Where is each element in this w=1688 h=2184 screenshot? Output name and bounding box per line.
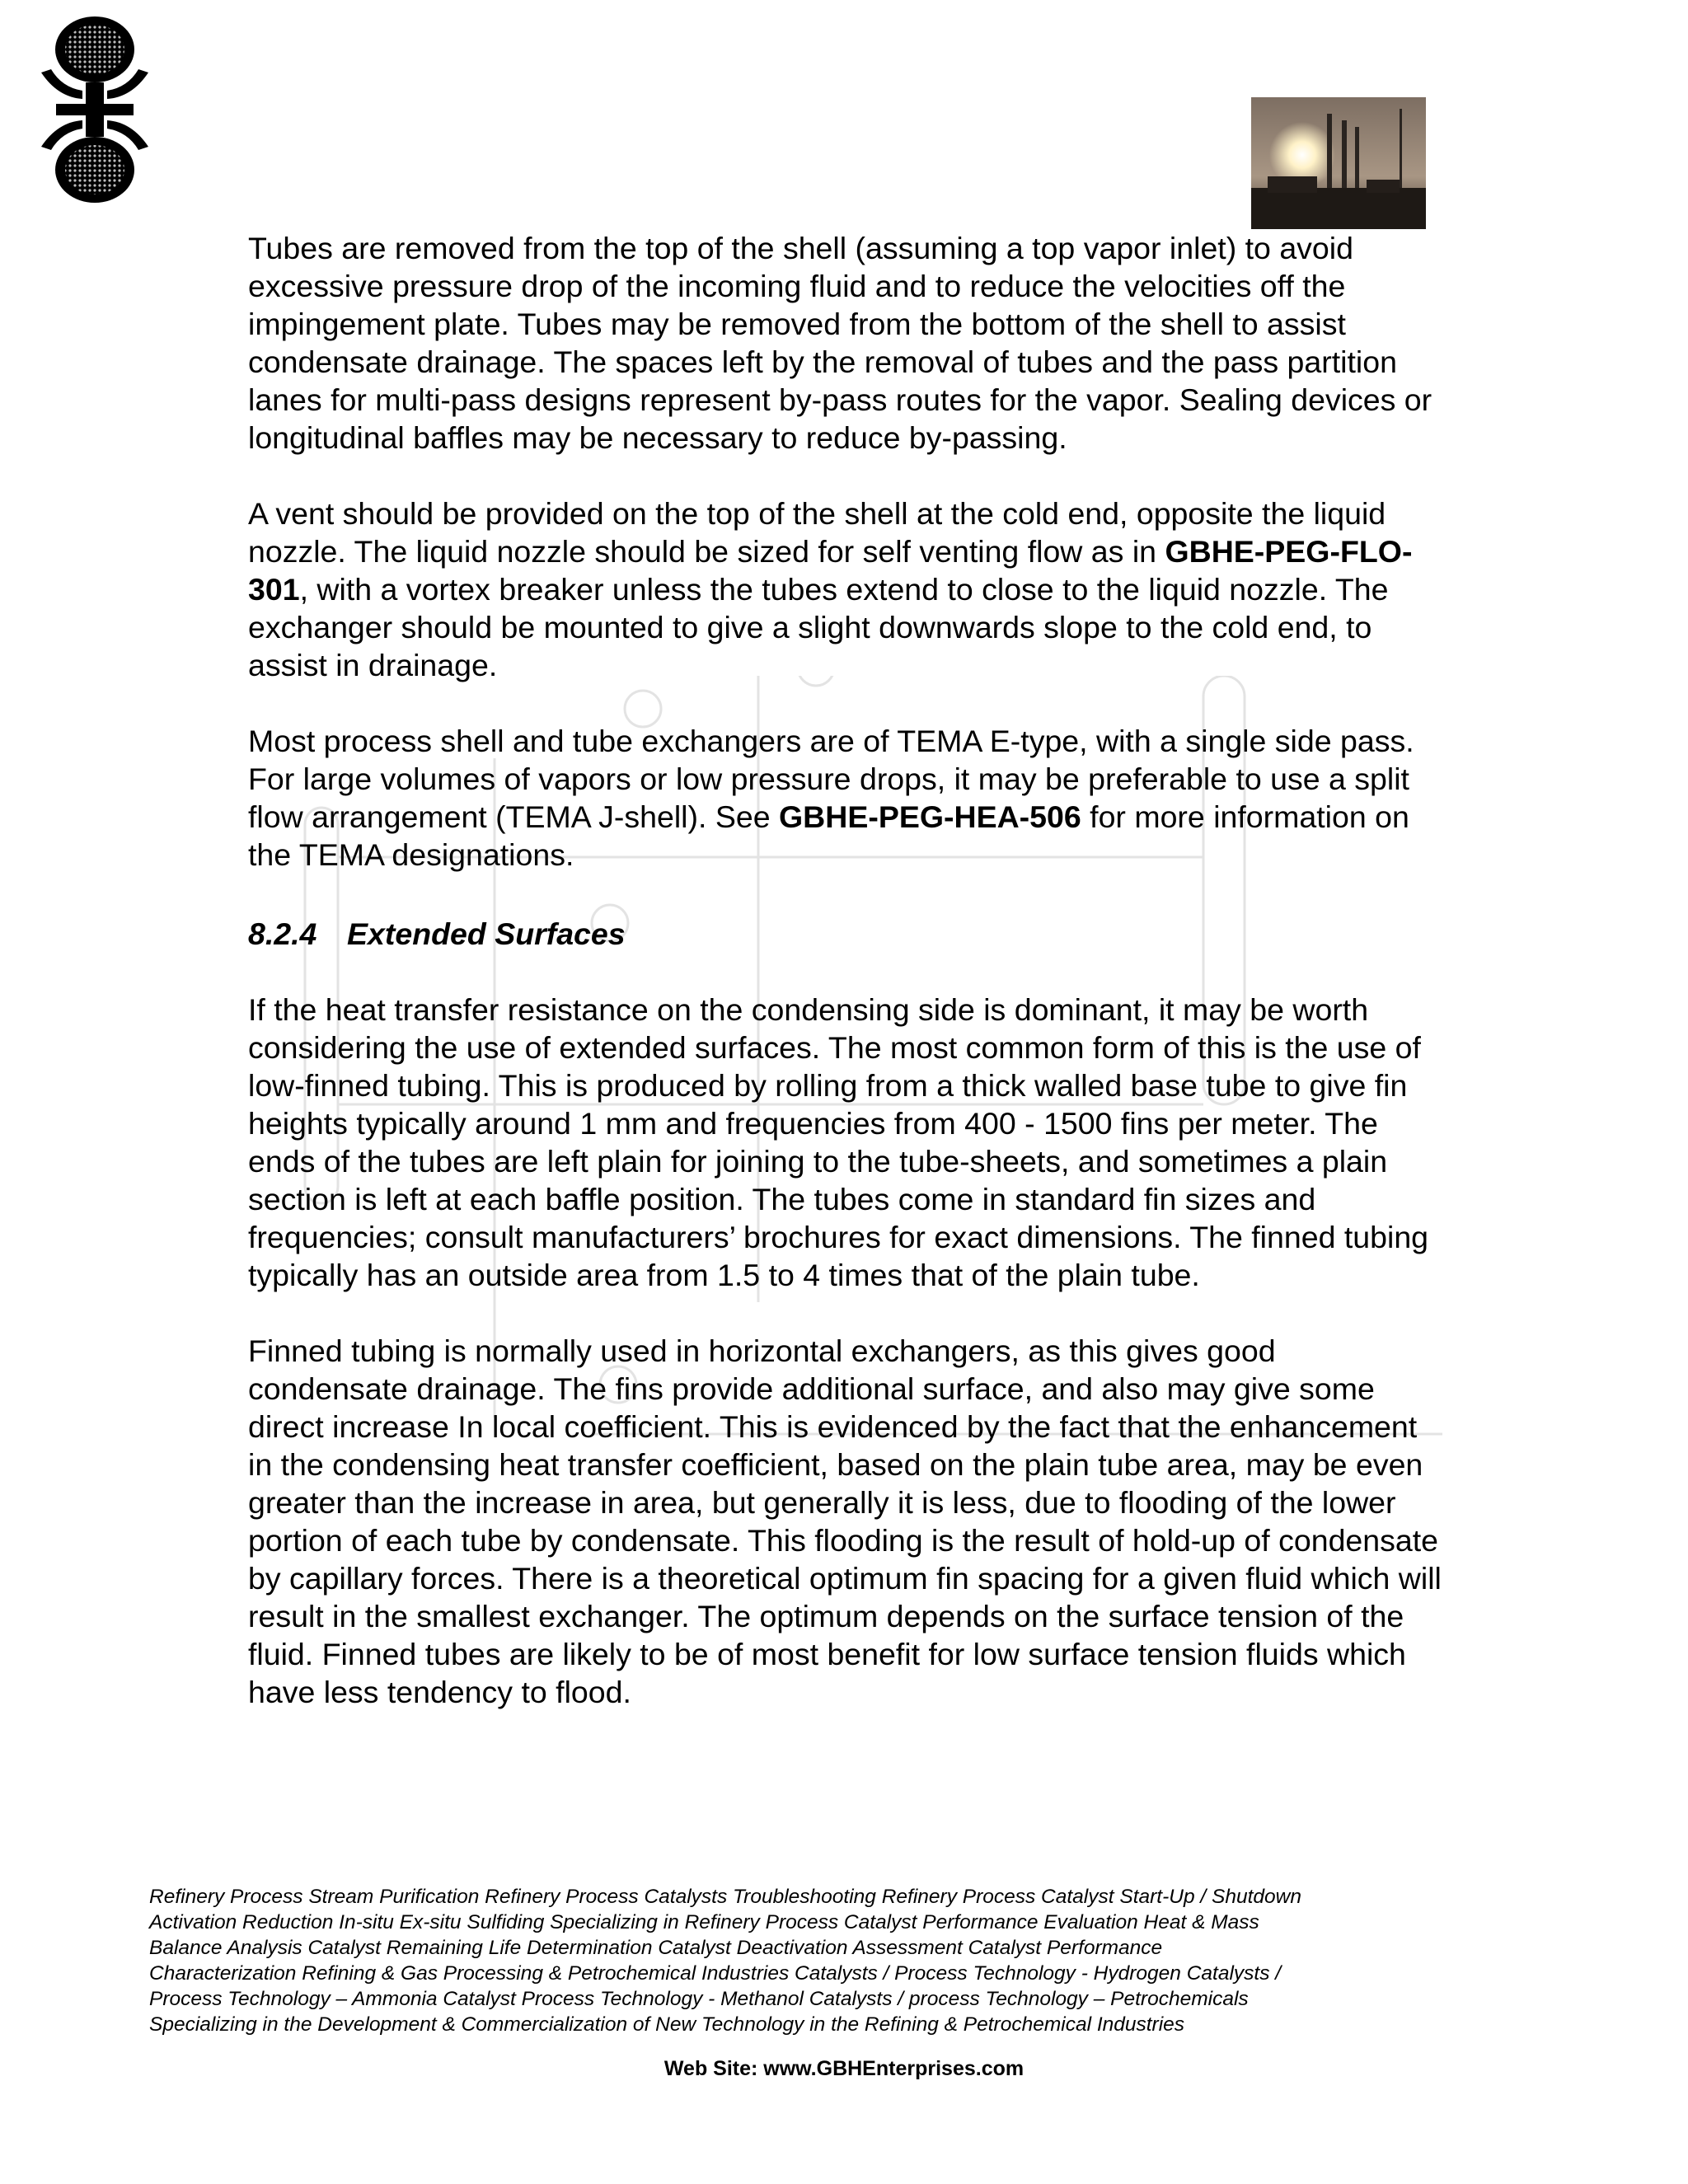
- website-link[interactable]: Web Site: www.GBHEnterprises.com: [663, 2057, 1025, 2080]
- paragraph-text: , with a vortex breaker unless the tubes extend to close to the liquid nozzle. The exchanger should be mounted to give a slight downwards slope to the cold end, to assist in drainage.: [248, 572, 1389, 682]
- company-logo: [33, 15, 157, 204]
- refinery-photo: [1251, 97, 1426, 229]
- paragraph-text: A vent should be provided on the top of the shell at the cold end, opposite the liquid nozzle. The liquid nozzle should be sized for self venting flow as in: [248, 496, 1386, 569]
- footer-line: Process Technology – Ammonia Catalyst Process Technology - Methanol Catalysts / process Technology – Petrochemicals: [149, 1988, 1249, 2010]
- footer-line: Refinery Process Stream Purification Refinery Process Catalysts Troubleshooting Refinery Process Catalyst Start-Up / Shutdown: [149, 1886, 1301, 1908]
- footer-services: [149, 1884, 1451, 2037]
- section-heading: [248, 915, 1443, 953]
- paragraph-tema: [248, 722, 1443, 874]
- paragraph-finned-tubing: [248, 1332, 1443, 1711]
- section-number: 8.2.4: [248, 916, 317, 951]
- paragraph-text: Most process shell and tube exchangers are of TEMA E-type, with a single side pass. For large volumes of vapors or low pressure drops, it may be preferable to use a split flow arrangement (TEMA J-shell). See: [248, 724, 1414, 834]
- footer-line: Balance Analysis Catalyst Remaining Life Determination Catalyst Deactivation Assessment Catalyst Performance: [149, 1937, 1163, 1959]
- footer-line: Activation Reduction In-situ Ex-situ Sulfiding Specializing in Refinery Process Catalyst Performance Evaluation Heat & Mass: [149, 1911, 1259, 1933]
- paragraph-text: If the heat transfer resistance on the condensing side is dominant, it may be worth considering the use of extended surfaces. The most common form of this is the use of low-finned tubing. This is produced by rolling from a thick walled base tube to give fin heights typically around 1 mm and frequencies from 400 - 1500 fins per meter. The ends of the tubes are left plain for joining to the tube-sheets, and sometimes a plain section is left at each baffle position. The tubes come in standard fin sizes and frequencies; consult manufacturers’ brochures for exact dimensions. The finned tubing typically has an outside area from 1.5 to 4 times that of the plain tube.: [248, 992, 1429, 1292]
- paragraph-text: Tubes are removed from the top of the shell (assuming a top vapor inlet) to avoid excessive pressure drop of the incoming fluid and to reduce the velocities off the impingement plate. Tubes may be removed from the bottom of the shell to assist condensate drainage. The spaces left by the removal of tubes and the pass partition lanes for multi-pass designs represent by-pass routes for the vapor. Sealing devices or longitudinal baffles may be necessary to reduce by-passing.: [248, 231, 1432, 455]
- section-title: Extended Surfaces: [347, 916, 626, 951]
- paragraph-tube-removal: [248, 229, 1443, 457]
- document-body: [248, 229, 1443, 1749]
- document-reference: GBHE-PEG-HEA-506: [778, 799, 1081, 834]
- footer-line: Characterization Refining & Gas Processing & Petrochemical Industries Catalysts / Process Technology - Hydrogen Catalysts /: [149, 1962, 1282, 1985]
- document-reference: GBHE-PEG-FLO-301: [248, 534, 1413, 607]
- paragraph-text: for more information on the TEMA designations.: [248, 799, 1409, 872]
- paragraph-vent: [248, 494, 1443, 684]
- paragraph-extended-surfaces: [248, 991, 1443, 1294]
- paragraph-text: Finned tubing is normally used in horizontal exchangers, as this gives good condensate drainage. The fins provide additional surface, and also may give some direct increase In local coefficient. This is evidenced by the fact that the enhancement in the condensing heat transfer coefficient, based on the plain tube area, may be even greater than the increase in area, but generally it is less, due to flooding of the lower portion of each tube by condensate. This flooding is the result of hold-up of condensate by capillary forces. There is a theoretical optimum fin spacing for a given fluid which will result in the smallest exchanger. The optimum depends on the surface tension of the fluid. Finned tubes are likely to be of most benefit for low surface tension fluids which have less tendency to flood.: [248, 1333, 1442, 1709]
- footer-line: Specializing in the Development & Commercialization of New Technology in the Refining & Petrochemical Industries: [149, 2013, 1185, 2036]
